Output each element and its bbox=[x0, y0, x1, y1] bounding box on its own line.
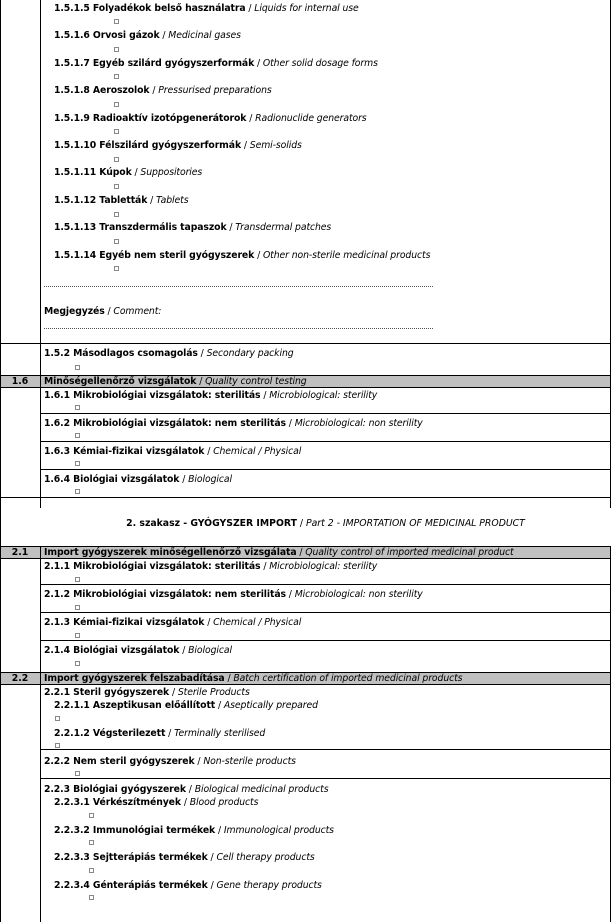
checkbox[interactable] bbox=[114, 19, 119, 24]
checkbox[interactable] bbox=[114, 184, 119, 189]
list-item: 1.5.1.11 Kúpok / Suppositories bbox=[54, 167, 203, 178]
left-border bbox=[0, 0, 1, 922]
list-item: 1.5.1.12 Tabletták / Tablets bbox=[54, 195, 189, 206]
list-item: 1.6.1 Mikrobiológiai vizsgálatok: sterilitás / Microbiological: sterility bbox=[44, 390, 378, 401]
section-2-2-1-2: 2.2.1.2 Végsterilezett / Terminally sterilised bbox=[54, 728, 266, 739]
row-rule bbox=[40, 640, 611, 641]
list-item: 2.2.3.2 Immunológiai termékek / Immunological products bbox=[54, 825, 334, 836]
row-rule bbox=[40, 469, 611, 470]
list-item: 1.6.3 Kémiai-fizikai vizsgálatok / Chemical / Physical bbox=[44, 446, 302, 457]
checkbox[interactable] bbox=[114, 74, 119, 79]
checkbox[interactable] bbox=[55, 716, 60, 721]
part-2-title: 2. szakasz - GYÓGYSZER IMPORT / Part 2 - IMPORTATION OF MEDICINAL PRODUCT bbox=[126, 518, 525, 529]
row-rule bbox=[40, 749, 611, 750]
section-number: 1.6 bbox=[11, 376, 29, 387]
row-rule bbox=[0, 343, 611, 344]
dotted-line bbox=[44, 286, 433, 287]
list-item: 2.2.3.3 Sejtterápiás termékek / Cell therapy products bbox=[54, 852, 315, 863]
checkbox[interactable] bbox=[114, 266, 119, 271]
checkbox[interactable] bbox=[114, 239, 119, 244]
section-number: 2.2 bbox=[11, 673, 29, 684]
list-item: 2.2.3.4 Génterápiás termékek / Gene therapy products bbox=[54, 880, 322, 891]
checkbox[interactable] bbox=[75, 489, 80, 494]
section-2-2-1: 2.2.1 Steril gyógyszerek / Sterile Products bbox=[44, 687, 250, 698]
list-item: 1.5.1.10 Félszilárd gyógyszerformák / Semi-solids bbox=[54, 140, 302, 151]
row-rule bbox=[40, 778, 611, 779]
row-rule bbox=[40, 612, 611, 613]
list-item: 2.1.2 Mikrobiológiai vizsgálatok: nem sterilitás / Microbiological: non sterility bbox=[44, 589, 423, 600]
list-item: 1.5.1.6 Orvosi gázok / Medicinal gases bbox=[54, 30, 241, 41]
row-rule bbox=[40, 584, 611, 585]
checkbox[interactable] bbox=[114, 102, 119, 107]
checkbox[interactable] bbox=[75, 661, 80, 666]
list-item: 1.6.2 Mikrobiológiai vizsgálatok: nem sterilitás / Microbiological: non sterility bbox=[44, 418, 423, 429]
section-2-2-3: 2.2.3 Biológiai gyógyszerek / Biological medicinal products bbox=[44, 784, 329, 795]
checkbox[interactable] bbox=[89, 840, 94, 845]
checkbox[interactable] bbox=[89, 868, 94, 873]
list-item: 2.1.1 Mikrobiológiai vizsgálatok: sterilitás / Microbiological: sterility bbox=[44, 561, 378, 572]
list-item: 1.5.1.8 Aeroszolok / Pressurised preparations bbox=[54, 85, 272, 96]
checkbox[interactable] bbox=[75, 365, 80, 370]
checkbox[interactable] bbox=[89, 895, 94, 900]
section-header-1-6: Minőségellenőrző vizsgálatok / Quality control testing bbox=[44, 376, 307, 387]
list-item: 1.5.1.7 Egyéb szilárd gyógyszerformák / Other solid dosage forms bbox=[54, 58, 378, 69]
list-item: 1.5.1.5 Folyadékok belső használatra / Liquids for internal use bbox=[54, 3, 359, 14]
checkbox[interactable] bbox=[114, 212, 119, 217]
list-item: 2.1.3 Kémiai-fizikai vizsgálatok / Chemical / Physical bbox=[44, 617, 302, 628]
checkbox[interactable] bbox=[75, 405, 80, 410]
row-rule bbox=[40, 413, 611, 414]
list-item: 2.1.4 Biológiai vizsgálatok / Biological bbox=[44, 645, 232, 656]
list-item: 1.5.1.14 Egyéb nem steril gyógyszerek / Other non-sterile medicinal products bbox=[54, 250, 431, 261]
checkbox[interactable] bbox=[75, 605, 80, 610]
comment-label: Megjegyzés / Comment: bbox=[44, 306, 162, 317]
row-rule bbox=[0, 497, 611, 498]
section-number: 2.1 bbox=[11, 547, 29, 558]
checkbox[interactable] bbox=[75, 433, 80, 438]
row-rule bbox=[40, 441, 611, 442]
section-header-2-2: Import gyógyszerek felszabadítása / Batch certification of imported medicinal products bbox=[44, 673, 463, 684]
section-header-2-1: Import gyógyszerek minőségellenőrző vizsgálata / Quality control of imported medicinal product bbox=[44, 547, 514, 558]
section-1-5-2: 1.5.2 Másodlagos csomagolás / Secondary packing bbox=[44, 348, 294, 359]
comment-dotted-line[interactable] bbox=[44, 328, 433, 329]
checkbox[interactable] bbox=[55, 743, 60, 748]
checkbox[interactable] bbox=[114, 129, 119, 134]
checkbox[interactable] bbox=[114, 47, 119, 52]
checkbox[interactable] bbox=[89, 813, 94, 818]
list-item: 1.6.4 Biológiai vizsgálatok / Biological bbox=[44, 474, 232, 485]
checkbox[interactable] bbox=[75, 461, 80, 466]
checkbox[interactable] bbox=[114, 157, 119, 162]
list-item: 1.5.1.9 Radioaktív izotópgenerátorok / Radionuclide generators bbox=[54, 113, 367, 124]
list-item: 1.5.1.13 Transzdermális tapaszok / Transdermal patches bbox=[54, 222, 332, 233]
section-2-2-1-1: 2.2.1.1 Aszeptikusan előállított / Aseptically prepared bbox=[54, 700, 318, 711]
column-divider bbox=[40, 0, 41, 922]
checkbox[interactable] bbox=[75, 633, 80, 638]
section-2-2-2: 2.2.2 Nem steril gyógyszerek / Non-sterile products bbox=[44, 756, 296, 767]
list-item: 2.2.3.1 Vérkészítmények / Blood products bbox=[54, 797, 259, 808]
checkbox[interactable] bbox=[75, 577, 80, 582]
checkbox[interactable] bbox=[75, 771, 80, 776]
